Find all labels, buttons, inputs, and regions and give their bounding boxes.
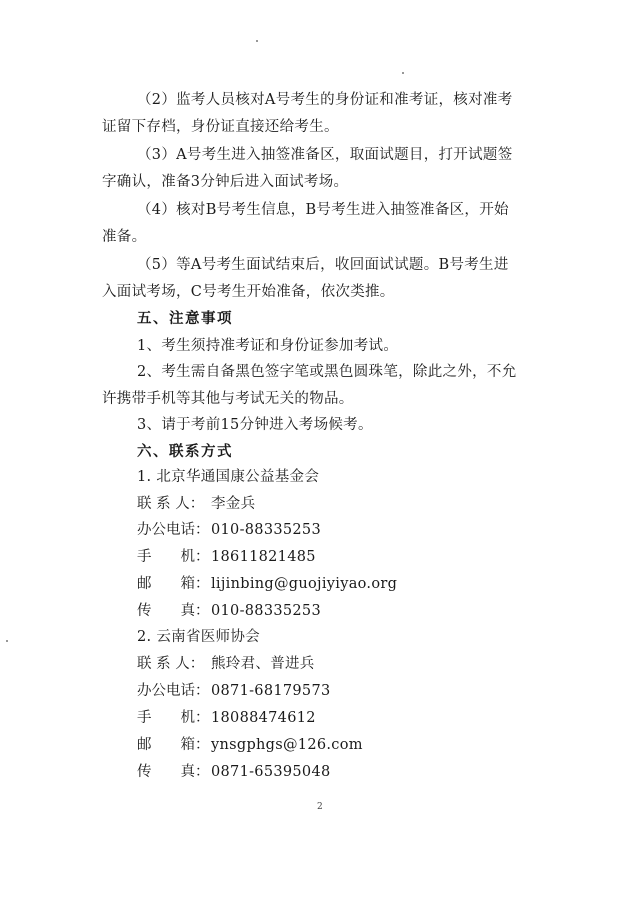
scan-speck: [256, 40, 258, 42]
org2-email-value: ynsgphgs@126.com: [211, 737, 363, 753]
section5-item2-line2: 许携带手机等其他与考试无关的物品。: [102, 391, 354, 407]
section6-heading: 六、联系方式: [137, 443, 233, 460]
org1-contact-value: 李金兵: [211, 496, 256, 512]
p4-line2: 准备。: [102, 229, 147, 245]
org1-phone-label: 办公电话：: [137, 522, 210, 538]
p3-line1: （3）A号考生进入抽签准备区，取面试题目，打开试题签: [137, 147, 513, 163]
org1-mobile-row: [137, 547, 316, 567]
section5-heading: 五、注意事项: [137, 310, 233, 327]
org2-phone-value: 0871-68179573: [211, 683, 331, 699]
org1-fax-value: 010-88335253: [211, 603, 321, 619]
scan-speck: [402, 72, 404, 74]
org2-contact-row: [137, 654, 315, 674]
org2-phone-label: 办公电话：: [137, 683, 210, 699]
p5-line1: （5）等A号考生面试结束后，收回面试试题。B号考生进: [137, 257, 509, 273]
org2-fax-value: 0871-65395048: [211, 764, 331, 780]
p3-line2: 字确认，准备3分钟后进入面试考场。: [102, 174, 349, 190]
org2-contact-label: 联 系 人：: [137, 656, 205, 672]
org2-mobile-value: 18088474612: [211, 710, 316, 726]
org2-name: 2. 云南省医师协会: [137, 629, 260, 645]
org2-fax-label: 传 真：: [137, 764, 210, 780]
org1-phone-row: [137, 520, 321, 540]
page-number: 2: [317, 802, 323, 812]
org1-email-value: lijinbing@guojiyiyao.org: [211, 576, 398, 592]
org2-fax-row: [137, 762, 331, 782]
org1-mobile-label: 手 机：: [137, 549, 210, 565]
org1-fax-label: 传 真：: [137, 603, 210, 619]
p5-line2: 入面试考场，C号考生开始准备，依次类推。: [102, 284, 395, 300]
p4-line1: （4）核对B号考生信息，B号考生进入抽签准备区，开始: [137, 202, 509, 218]
section5-item1: 1、考生须持准考证和身份证参加考试。: [137, 338, 399, 354]
org2-email-row: [137, 735, 363, 755]
org2-contact-value: 熊玲君、普进兵: [211, 656, 315, 672]
org1-email-label: 邮 箱：: [137, 576, 210, 592]
org1-contact-row: [137, 494, 255, 514]
org1-name: 1. 北京华通国康公益基金会: [137, 469, 320, 485]
org2-email-label: 邮 箱：: [137, 737, 210, 753]
org1-fax-row: [137, 601, 321, 621]
org2-mobile-row: [137, 708, 316, 728]
org2-mobile-label: 手 机：: [137, 710, 210, 726]
org1-email-row: [137, 574, 397, 594]
org1-contact-label: 联 系 人：: [137, 496, 205, 512]
p2-line1: （2）监考人员核对A号考生的身份证和准考证，核对准考: [137, 92, 513, 108]
org2-phone-row: [137, 681, 331, 701]
section5-item2-line1: 2、考生需自备黑色签字笔或黑色圆珠笔，除此之外，不允: [137, 364, 517, 380]
section5-item3: 3、请于考前15分钟进入考场候考。: [137, 417, 373, 433]
org1-mobile-value: 18611821485: [211, 549, 316, 565]
p2-line2: 证留下存档，身份证直接还给考生。: [102, 119, 339, 135]
scan-speck: [6, 640, 8, 642]
org1-phone-value: 010-88335253: [211, 522, 321, 538]
